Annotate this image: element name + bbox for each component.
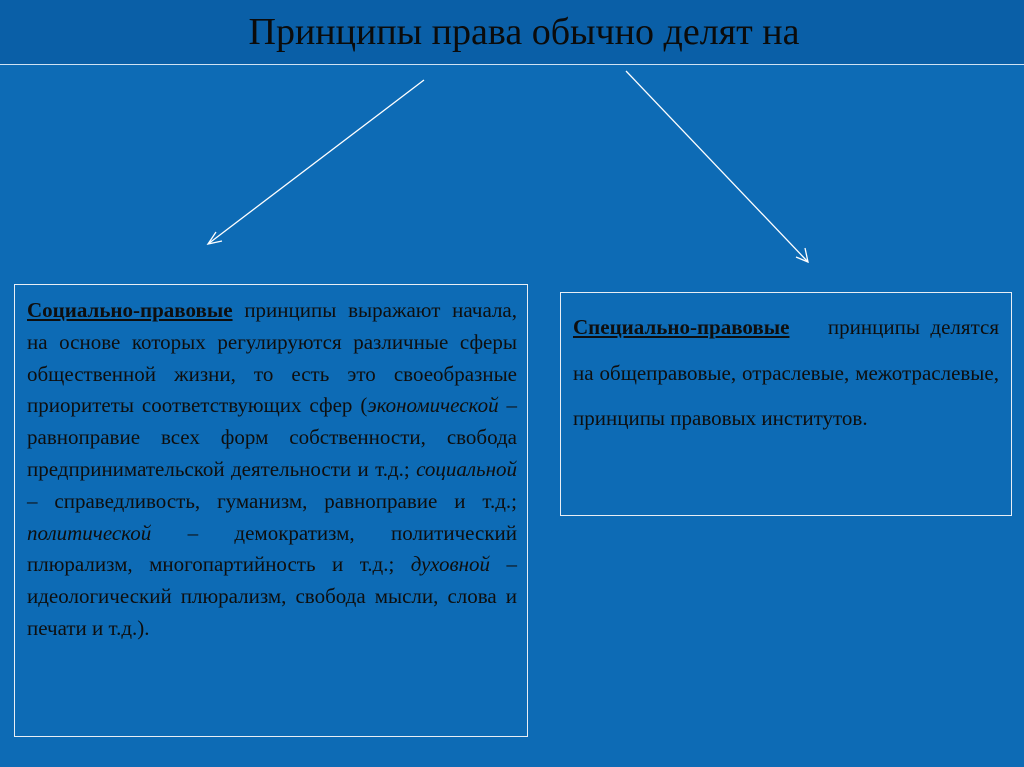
social-legal-principles-text: Социально-правовые принципы выражают начала, на основе которых регулируются различные сферы общественной жизни, то есть это своеобразные приоритеты соответствующих сфер (экономической – равноправие всех форм собственности, свобода предпринимательской деятельности и т.д.; социальной – справедливость, гуманизм, равноправие и т.д.; политической – демократизм, политический плюрализм, многопартийность и т.д.; духовной – идеологический плюрализм, свобода мысли, слова и печати и т.д.). (27, 298, 518, 640)
spiritual-sphere: духовной (410, 552, 491, 577)
special-legal-term: Специально-правовые (573, 315, 790, 339)
left-arrow-line (208, 80, 424, 244)
political-sphere: политической (27, 520, 152, 545)
social-sphere: социальной (416, 456, 517, 481)
right-arrow-line (626, 71, 808, 262)
special-legal-principles-box (560, 292, 1012, 516)
slide-title: Принципы права обычно делят на (248, 11, 800, 53)
economic-sphere: экономической (367, 393, 499, 418)
special-legal-principles-text: Специально-правовые принципы делятся на общеправовые, отраслевые, межотраслевые, принципы правовых институтов. (573, 315, 999, 430)
social-legal-term: Социально-правовые (27, 298, 233, 322)
social-legal-principles-box (14, 284, 528, 737)
